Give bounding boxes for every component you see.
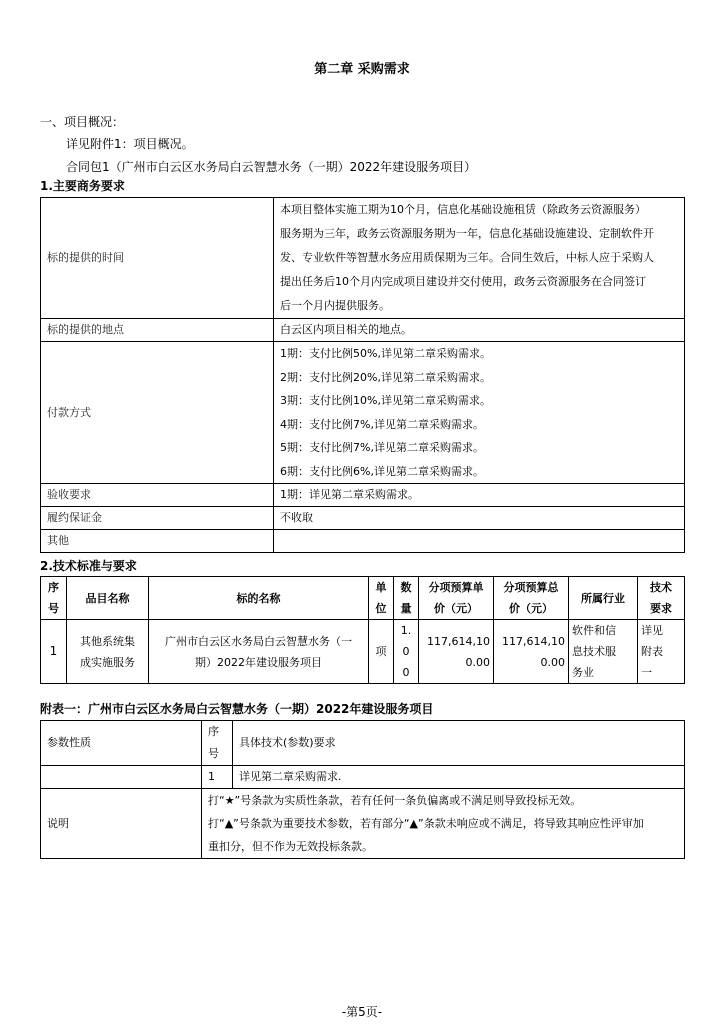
table-row — [41, 789, 685, 859]
cell-product: 其他系统集 成实施服务 — [67, 620, 149, 684]
business-heading: 1.主要商务要求 — [40, 179, 125, 193]
text-line: 2期：支付比例20%,详见第二章采购需求。 — [280, 370, 491, 384]
text-line: 5期：支付比例7%,详见第二章采购需求。 — [280, 441, 484, 454]
header-name: 标的名称 — [149, 577, 369, 620]
row-value — [274, 198, 685, 319]
text-line: 后一个月内提供服务。 — [280, 299, 390, 312]
row-label: 标的提供的地点 — [41, 319, 274, 342]
tech-table — [40, 576, 685, 684]
appendix-heading: 附表一：广州市白云区水务局白云智慧水务（一期）2022年建设服务项目 — [40, 702, 434, 716]
cell-req: 详见 附表 一 — [638, 620, 685, 684]
row-value — [274, 530, 685, 553]
text-line: 本项目整体实施工期为10个月，信息化基础设施租赁（除政务云资源服务） — [280, 203, 646, 216]
overview-heading: 一、项目概况： — [40, 115, 125, 129]
header-seq: 序 号 — [202, 721, 233, 766]
header-unit: 单 位 — [369, 577, 394, 620]
tech-heading: 2.技术标准与要求 — [40, 559, 137, 573]
text-line: 打“★”号条款为实质性条款，若有任何一条负偏离或不满足则导致投标无效。 — [208, 794, 582, 807]
header-seq: 序 号 — [41, 577, 67, 620]
cell-total-budget: 117,614,10 0.00 — [494, 620, 569, 684]
header-req: 技术 要求 — [638, 577, 685, 620]
cell-unit-budget: 117,614,10 0.00 — [419, 620, 494, 684]
row-label: 验收要求 — [41, 484, 274, 507]
header-qty: 数 量 — [394, 577, 419, 620]
header-product: 品目名称 — [67, 577, 149, 620]
page-title: 第二章 采购需求 — [314, 62, 410, 77]
text-line: 重扣分，但不作为无效投标条款。 — [208, 840, 373, 853]
cell-name: 广州市白云区水务局白云智慧水务（一 期）2022年建设服务项目 — [149, 620, 369, 684]
param-label: 参数性质 — [41, 721, 202, 766]
header-unit-budget: 分项预算单 价（元） — [419, 577, 494, 620]
row-value — [274, 342, 685, 484]
cell-seq: 1 — [41, 620, 67, 684]
page-number: -第5页- — [341, 1005, 383, 1019]
table-header-row — [41, 577, 685, 620]
cell-industry: 软件和信 息技术服 务业 — [569, 620, 638, 684]
overview-line-2: 合同包1（广州市白云区水务局白云智慧水务（一期）2022年建设服务项目） — [66, 160, 477, 174]
text-line: 打“▲”号条款为重要技术参数，若有部分“▲”条款未响应或不满足，将导致其响应性评审加 — [208, 817, 644, 830]
row-label: 付款方式 — [41, 342, 274, 484]
row-label: 履约保证金 — [41, 507, 274, 530]
table-row — [41, 530, 685, 553]
table-row — [41, 198, 685, 319]
text-line: 服务期为三年，政务云资源服务期为一年，信息化基础设施建设、定制软件开 — [280, 227, 654, 240]
text-line: 6期：支付比例6%,详见第二章采购需求。 — [280, 464, 484, 478]
text-line: 3期：支付比例10%,详见第二章采购需求。 — [280, 394, 491, 407]
header-total-budget: 分项预算总 价（元） — [494, 577, 569, 620]
cell-qty: 1. 0 0 — [394, 620, 419, 684]
table-row — [41, 620, 685, 684]
text-line: 提出任务后10个月内完成项目建设并交付使用，政务云资源服务在合同签订 — [280, 275, 646, 288]
row-value: 1期：详见第二章采购需求。 — [274, 484, 685, 507]
row-seq: 1 — [202, 766, 233, 789]
table-row — [41, 766, 685, 789]
table-row — [41, 342, 685, 484]
table-row — [41, 484, 685, 507]
table-row — [41, 319, 685, 342]
header-industry: 所属行业 — [569, 577, 638, 620]
header-req: 具体技术(参数)要求 — [233, 721, 685, 766]
row-text: 详见第二章采购需求. — [233, 766, 685, 789]
table-header-row — [41, 721, 685, 766]
text-line: 4期：支付比例7%,详见第二章采购需求。 — [280, 417, 484, 431]
appendix-table — [40, 720, 685, 859]
row-label: 其他 — [41, 530, 274, 553]
note-label: 说明 — [41, 789, 202, 859]
business-table — [40, 197, 685, 553]
row-value: 白云区内项目相关的地点。 — [274, 319, 685, 342]
note-text — [202, 789, 685, 859]
cell-unit: 项 — [369, 620, 394, 684]
table-row — [41, 507, 685, 530]
text-line: 发、专业软件等智慧水务应用质保期为三年。合同生效后，中标人应于采购人 — [280, 251, 654, 264]
row-value: 不收取 — [274, 507, 685, 530]
text-line: 1期：支付比例50%,详见第二章采购需求。 — [280, 347, 491, 360]
empty-cell — [41, 766, 202, 789]
overview-line-1: 详见附件1：项目概况。 — [66, 137, 194, 151]
row-label: 标的提供的时间 — [41, 198, 274, 319]
